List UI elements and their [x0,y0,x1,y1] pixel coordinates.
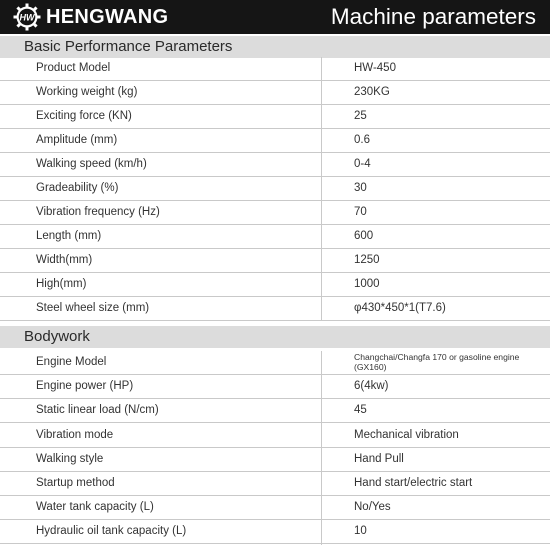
column-divider [321,57,322,321]
param-value: 25 [354,110,367,122]
param-label: Walking speed (km/h) [36,158,147,170]
param-value: 6(4kw) [354,380,389,393]
param-value: 600 [354,230,374,242]
table-row [0,225,550,249]
param-value: 1000 [354,278,380,290]
param-label: Vibration mode [36,428,114,441]
table-row [0,424,550,448]
table-row [0,129,550,153]
param-label: Length (mm) [36,230,102,242]
param-label: High(mm) [36,278,87,290]
param-value: 230KG [354,86,390,98]
param-label: Walking style [36,452,104,465]
table-row [0,496,550,520]
table-row [0,273,550,297]
param-label: Gradeability (%) [36,182,119,194]
section-header [0,326,550,348]
param-value: HW-450 [354,62,396,74]
section-header [0,36,550,58]
param-label: Steel wheel size (mm) [36,302,150,314]
section-title: Bodywork [24,328,90,345]
table-row [0,520,550,544]
table-row [0,177,550,201]
table-row [0,57,550,81]
page-title: Machine parameters [330,4,536,29]
table-row [0,201,550,225]
param-value: 45 [354,404,367,417]
table-row [0,81,550,105]
param-value: No/Yes [354,501,391,514]
table-row [0,249,550,273]
table-row [0,153,550,177]
param-label: Hydraulic oil tank capacity (L) [36,525,187,538]
param-value: Hand start/electric start [354,477,473,489]
param-value: 70 [354,206,367,218]
logo-letters: HW [19,12,35,23]
param-label: Engine Model [36,356,107,368]
param-value: Hand Pull [354,452,404,465]
table-row [0,351,550,375]
param-label: Amplitude (mm) [36,134,118,146]
table-row [0,399,550,423]
param-label: Width(mm) [36,254,93,266]
table-row [0,105,550,129]
table-row [0,448,550,472]
brand-name: HENGWANG [46,6,169,28]
param-label: Engine power (HP) [36,380,134,393]
param-value: Changchai/Changfa 170 or gasoline engine (GX160) [354,352,520,372]
param-label: Startup method [36,477,115,489]
param-label: Water tank capacity (L) [36,501,154,514]
param-value: 30 [354,182,367,194]
param-value: Mechanical vibration [354,428,459,441]
param-label: Working weight (kg) [36,86,138,98]
table-row [0,297,550,321]
column-divider [321,351,322,545]
hw-gear-logo-icon [13,3,41,31]
param-value: 10 [354,525,367,538]
param-value: 1250 [354,254,380,266]
param-value: 0.6 [354,134,370,146]
section-title: Basic Performance Parameters [24,38,233,55]
param-label: Static linear load (N/cm) [36,404,159,417]
page-header [0,0,550,34]
param-value: 0-4 [354,158,371,170]
table-row [0,375,550,399]
table-row [0,472,550,496]
param-value: φ430*450*1(T7.6) [354,302,446,314]
param-label: Vibration frequency (Hz) [36,206,160,218]
param-label: Product Model [36,62,111,74]
param-label: Exciting force (KN) [36,110,132,122]
